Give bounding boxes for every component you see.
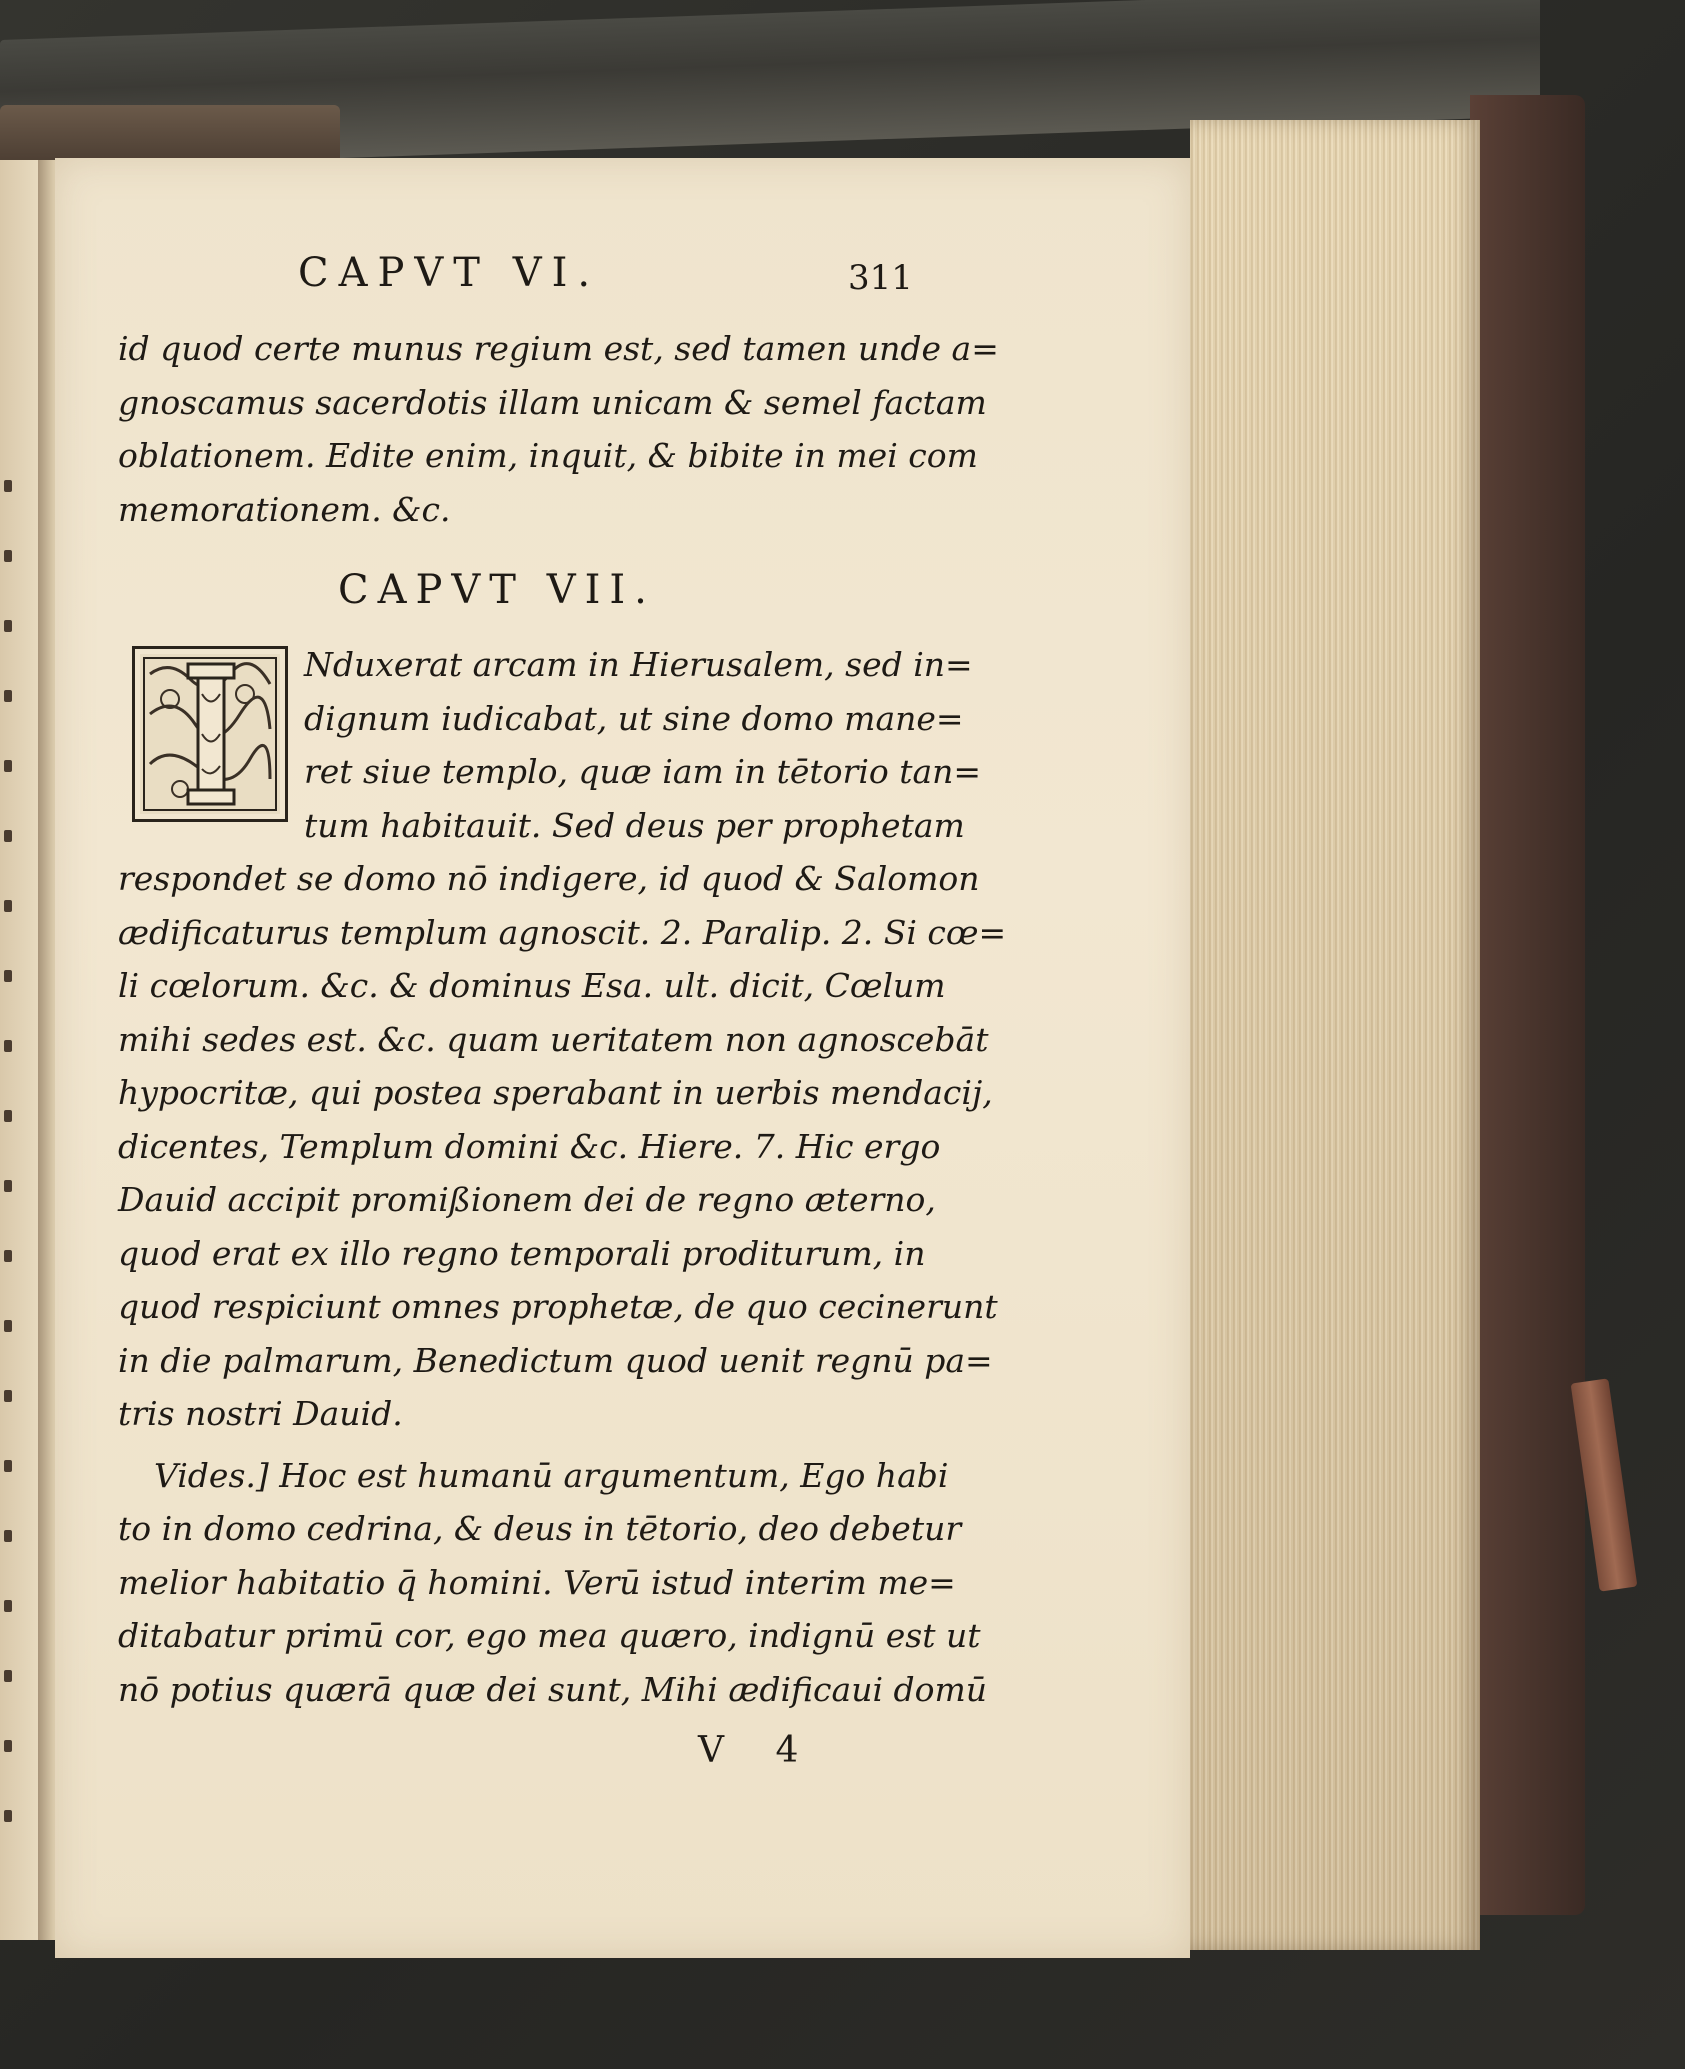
text-line: tris nostri Dauid. xyxy=(118,1394,403,1433)
text-line: in die palmarum, Benedictum quod uenit regnū pa= xyxy=(118,1340,993,1380)
book-cover-right xyxy=(1470,95,1585,1915)
text-line: quod respiciunt omnes prophetæ, de quo cecinerunt xyxy=(118,1287,998,1326)
text-line: oblationem. Edite enim, inquit, & bibite in mei com xyxy=(118,436,978,475)
text-line: respondet se domo nō indigere, id quod & Salomon xyxy=(118,859,980,898)
initial-paragraph xyxy=(118,638,982,852)
chapter-heading: CAPVT VII. xyxy=(338,567,656,613)
spine-band xyxy=(0,105,340,165)
chapter-vi-end xyxy=(118,322,999,536)
text-line: memorationem. &c. xyxy=(118,489,451,529)
left-page-text-marks xyxy=(4,480,18,1880)
text-line: Nduxerat arcam in Hierusalem, sed in= xyxy=(304,645,973,684)
text-line: ret siue templo, quæ iam in tētorio tan= xyxy=(304,752,982,791)
running-head xyxy=(118,250,913,322)
decorated-initial xyxy=(132,646,288,822)
text-line: gnoscamus sacerdotis illam unicam & semel factam xyxy=(118,382,987,422)
text-line: Vides.] Hoc est humanū argumentum, Ego habi xyxy=(154,1455,949,1495)
text-line: nō potius quærā quæ dei sunt, Mihi ædificaui domū xyxy=(118,1669,988,1709)
text-line: id quod certe munus regium est, sed tamen unde a= xyxy=(118,329,999,368)
text-line: ditabatur primū cor, ego mea quæro, indignū est ut xyxy=(118,1616,981,1655)
text-line: ædificaturus templum agnoscit. 2. Paralip. 2. Si cœ= xyxy=(118,912,1007,952)
text-line: quod erat ex illo regno temporali proditurum, in xyxy=(118,1233,926,1273)
page-number: 311 xyxy=(848,258,913,298)
signature-mark: V 4 xyxy=(698,1730,819,1771)
woodcut-initial-icon xyxy=(140,654,280,814)
text-line: dicentes, Templum domini &c. Hiere. 7. Hic ergo xyxy=(118,1126,941,1166)
running-title: CAPVT VI. xyxy=(298,250,601,296)
text-block xyxy=(118,250,1007,1771)
fore-edge-shade xyxy=(1190,120,1480,1950)
vides-paragraph xyxy=(118,1449,988,1717)
chapter-vii-body xyxy=(118,852,1007,1441)
text-line: to in domo cedrina, & deus in tētorio, deo debetur xyxy=(118,1509,962,1548)
text-line: li cœlorum. &c. & dominus Esa. ult. dicit, Cœlum xyxy=(118,966,946,1005)
text-line: tum habitauit. Sed deus per prophetam xyxy=(304,805,965,845)
text-line: hypocritæ, qui postea sperabant in uerbis mendacij, xyxy=(118,1073,993,1112)
text-line: melior habitatio q̄ homini. Verū istud interim me= xyxy=(118,1562,956,1602)
text-line: dignum iudicabat, ut sine domo mane= xyxy=(304,698,964,738)
text-line: Dauid accipit promißionem dei de regno æterno, xyxy=(118,1180,936,1219)
text-line: mihi sedes est. &c. quam ueritatem non agnoscebāt xyxy=(118,1019,989,1059)
